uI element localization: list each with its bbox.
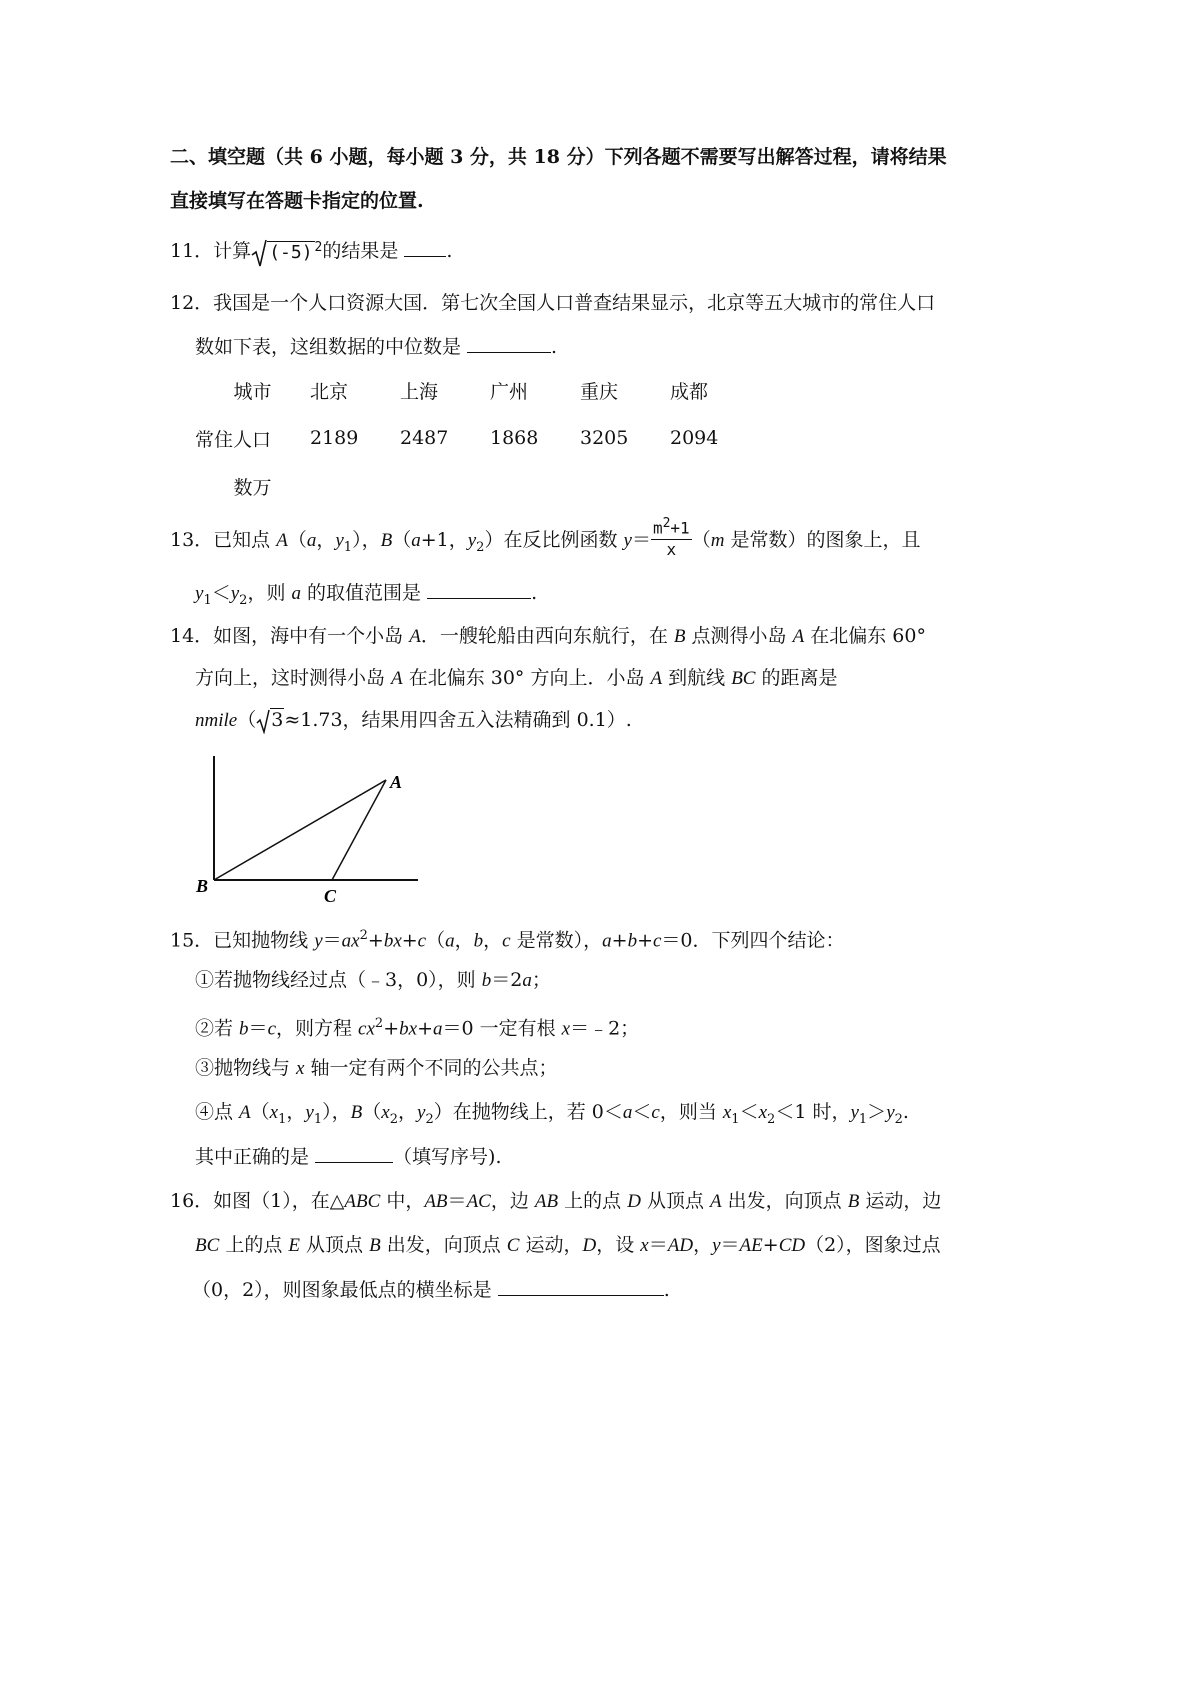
table-row-label: 常住人口 bbox=[195, 428, 272, 451]
conclusion-2: ②若 b＝c，则方程 $cx^2+bx+a=0$ 一定有根 x＝﹣2； bbox=[195, 1016, 640, 1040]
question-12-line1: 12．我国是一个人口资源大国．第七次全国人口普查结果显示，北京等五大城市的常住人口 bbox=[170, 292, 936, 314]
table-cell-city: 重庆 bbox=[580, 380, 619, 403]
table-row-unit bbox=[195, 462, 760, 510]
population-table bbox=[195, 366, 760, 510]
question-16-line3: （0，2），则图象最低点的横坐标是 . bbox=[192, 1279, 670, 1301]
answer-blank-16[interactable] bbox=[498, 1277, 664, 1296]
sqrt-expression: (-5) $^2$ bbox=[251, 236, 322, 268]
answer-blank-13[interactable] bbox=[427, 580, 531, 599]
conclusion-1: ①若抛物线经过点（﹣3，0），则 b＝2a； bbox=[195, 969, 551, 991]
question-14-line2: 方向上，这时测得小岛 A 在北偏东 30° 方向上．小岛 A 到航线 BC 的距离是 bbox=[195, 667, 838, 689]
section-heading-line1: 二、填空题（共 6 小题，每小题 3 分，共 18 分）下列各题不需要写出解答过程，请将结果 bbox=[170, 146, 947, 168]
sqrt-3: 3 bbox=[256, 708, 284, 734]
conclusion-4: ④点 $A(x_1$，$y_1$），$B(x_2$，$y_2$）在抛物线上，若 0＜a＜c，则当 $x_1<x_2<1$ 时，$y_1>y_2$. bbox=[195, 1101, 909, 1127]
table-cell-value: 3205 bbox=[580, 427, 629, 449]
question-15-end: 其中正确的是 （填写序号). bbox=[195, 1146, 502, 1168]
table-row-label-unit: 数万 bbox=[233, 476, 272, 499]
question-16-line2: BC 上的点 E 从顶点 B 出发，向顶点 C 运动，D，设 x＝AD，y＝AE+CD（2），图象过点 bbox=[195, 1234, 941, 1256]
answer-blank-11[interactable] bbox=[404, 238, 446, 257]
question-13-line1: 13．已知点 A（a，$y_1$），B（a+1，$y_2$）在反比例函数 y＝ $\frac{m^2+1}{x}$ （m 是常数）的图象上，且 bbox=[170, 516, 921, 559]
table-row-population bbox=[195, 414, 760, 462]
table-cell-city: 成都 bbox=[670, 380, 709, 403]
table-row-cities bbox=[195, 366, 760, 414]
table-cell-city: 北京 bbox=[310, 380, 349, 403]
answer-blank-15[interactable] bbox=[315, 1144, 393, 1163]
fraction-expression: $\frac{m^2+1}{x}$ bbox=[652, 516, 690, 559]
table-cell-value: 2094 bbox=[670, 427, 719, 449]
geometry-figure bbox=[190, 750, 430, 910]
label-b: B bbox=[196, 876, 209, 896]
table-cell-city: 上海 bbox=[400, 380, 439, 403]
table-cell-value: 2487 bbox=[400, 427, 449, 449]
table-cell-value: 2189 bbox=[310, 427, 359, 449]
segment-ba bbox=[214, 780, 386, 880]
question-16-line1: 16．如图（1），在△ABC 中，AB＝AC，边 AB 上的点 D 从顶点 A 出发，向顶点 B 运动，边 bbox=[170, 1190, 942, 1212]
label-a: A bbox=[390, 772, 403, 792]
conclusion-3: ③抛物线与 x 轴一定有两个不同的公共点； bbox=[195, 1057, 558, 1079]
question-11: 11．计算 (-5) $^2$的结果是 . bbox=[170, 236, 452, 268]
question-15-line1: 15．已知抛物线 $y=ax^2+bx+c(a$，b，c 是常数），a+b+c＝0．下列四个结论： bbox=[170, 928, 845, 952]
table-header-city: 城市 bbox=[233, 380, 272, 403]
table-cell-value: 1868 bbox=[490, 427, 539, 449]
section-heading-line2: 直接填写在答题卡指定的位置. bbox=[170, 190, 424, 212]
question-13-line2: $y_1<y_2$，则 a 的取值范围是 . bbox=[195, 582, 538, 608]
question-14-line1: 14．如图，海中有一个小岛 A．一艘轮船由西向东航行，在 B 点测得小岛 A 在北偏东 60° bbox=[170, 625, 926, 647]
question-12-line2: 数如下表，这组数据的中位数是 . bbox=[195, 336, 558, 358]
table-cell-city: 广州 bbox=[490, 380, 529, 403]
answer-blank-12[interactable] bbox=[467, 334, 551, 353]
label-c: C bbox=[324, 886, 337, 906]
question-14-line3: nmile（ 3≈1.73，结果用四舍五入法精确到 0.1）. bbox=[195, 708, 632, 734]
